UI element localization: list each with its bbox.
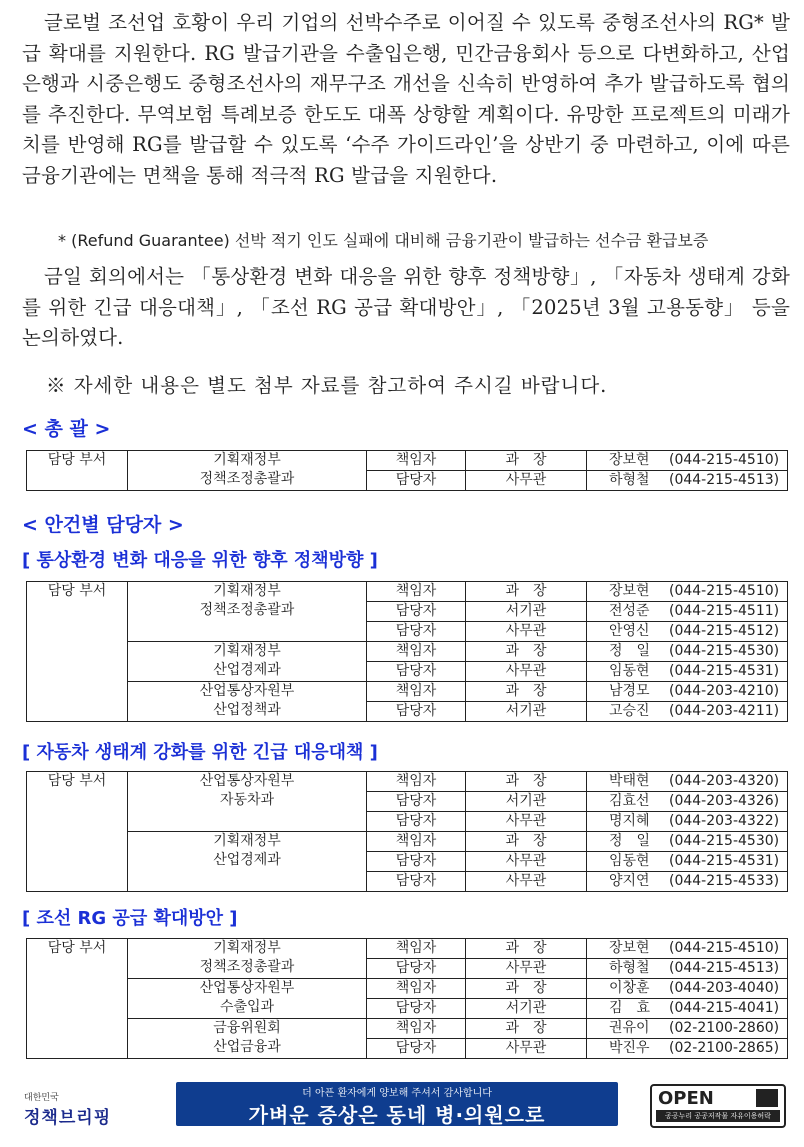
role-cell: 담당자 — [367, 602, 466, 622]
contact-name: 하형철 — [609, 960, 650, 976]
name-phone-cell — [587, 812, 788, 832]
name-phone-cell — [587, 702, 788, 722]
role-cell: 담당자 — [367, 852, 466, 872]
contact-table — [26, 581, 788, 722]
kogl-open-license-badge[interactable] — [650, 1084, 786, 1128]
name-phone-cell — [587, 792, 788, 812]
role-cell: 책임자 — [367, 451, 466, 471]
open-label: OPEN — [658, 1088, 714, 1109]
division-name: 자동차과 — [219, 792, 275, 808]
intro-paragraph-2: 금일 회의에서는 「통상환경 변화 대응을 위한 향후 정책방향」, 「자동차 생태계 강화를 위한 긴급 대응대책」, 「조선 RG 공급 확대방안」, 「2025년 3월 고용동향」 등을 논의하였다. — [22, 265, 790, 349]
contact-name: 김효선 — [609, 793, 650, 809]
org-cell — [128, 939, 367, 979]
rank-cell: 과 장 — [466, 451, 587, 471]
org-cell — [128, 1019, 367, 1059]
role-cell: 담당자 — [367, 1039, 466, 1059]
contact-row — [27, 979, 788, 999]
division-name: 산업경제과 — [213, 662, 281, 678]
org-cell — [128, 642, 367, 682]
role-cell: 담당자 — [367, 999, 466, 1019]
contact-name: 양지연 — [609, 873, 650, 889]
contact-phone: (044-215-4510) — [669, 452, 780, 468]
contact-phone: (044-215-4512) — [669, 623, 780, 639]
contact-name: 권유이 — [609, 1020, 650, 1036]
division-name: 정책조정총괄과 — [199, 471, 295, 487]
rank-cell: 과 장 — [466, 1019, 587, 1039]
contact-name: 박진우 — [609, 1040, 650, 1056]
rank-cell: 사무관 — [466, 662, 587, 682]
contact-name: 장보현 — [609, 583, 650, 599]
contact-phone: (02-2100-2860) — [669, 1020, 780, 1036]
contact-phone: (044-215-4510) — [669, 940, 780, 956]
contact-phone: (044-215-4530) — [669, 833, 780, 849]
contact-table — [26, 938, 788, 1059]
rank-cell: 사무관 — [466, 852, 587, 872]
role-cell: 담당자 — [367, 471, 466, 491]
role-cell: 담당자 — [367, 872, 466, 892]
contact-name: 정 일 — [609, 643, 651, 659]
rank-cell: 서기관 — [466, 792, 587, 812]
contact-name: 임동현 — [609, 663, 650, 679]
division-name: 산업정책과 — [213, 702, 281, 718]
ministry-name: 산업통상자원부 — [199, 773, 295, 789]
org-cell — [128, 832, 367, 892]
name-phone-cell — [587, 939, 788, 959]
contact-phone: (044-215-4531) — [669, 663, 780, 679]
name-phone-cell — [587, 959, 788, 979]
ministry-name: 기획재정부 — [213, 833, 281, 849]
name-phone-cell — [587, 772, 788, 792]
division-name: 수출입과 — [219, 999, 275, 1015]
role-cell: 책임자 — [367, 682, 466, 702]
org-cell — [128, 682, 367, 722]
contact-name: 남경모 — [609, 683, 650, 699]
dept-label: 담당 부서 — [27, 939, 128, 1059]
name-phone-cell — [587, 471, 788, 491]
contact-row — [27, 939, 788, 959]
contact-name: 이창훈 — [609, 980, 650, 996]
name-phone-cell — [587, 662, 788, 682]
rank-cell: 사무관 — [466, 1039, 587, 1059]
contact-row — [27, 832, 788, 852]
name-phone-cell — [587, 1039, 788, 1059]
rank-cell: 사무관 — [466, 812, 587, 832]
division-name: 정책조정총괄과 — [199, 959, 295, 975]
footer — [0, 1072, 804, 1132]
rank-cell: 과 장 — [466, 682, 587, 702]
logo-main-text: 정책브리핑 — [24, 1108, 112, 1128]
contact-name: 김 효 — [609, 1000, 651, 1016]
rank-cell: 사무관 — [466, 959, 587, 979]
name-phone-cell — [587, 682, 788, 702]
role-cell: 책임자 — [367, 832, 466, 852]
banner-main-text: 가벼운 증상은 동네 병·의원으로 — [248, 1103, 546, 1127]
division-name: 산업금융과 — [213, 1039, 281, 1055]
dept-label: 담당 부서 — [27, 582, 128, 722]
ministry-name: 산업통상자원부 — [199, 683, 295, 699]
ministry-name: 기획재정부 — [213, 583, 281, 599]
dept-label: 담당 부서 — [27, 451, 128, 491]
contact-phone: (044-203-4211) — [669, 703, 780, 719]
section-general-heading: < 총 괄 > — [22, 418, 111, 440]
rank-cell: 과 장 — [466, 832, 587, 852]
contact-phone: (044-215-4531) — [669, 853, 780, 869]
contact-phone: (02-2100-2865) — [669, 1040, 780, 1056]
contact-phone: (044-203-4322) — [669, 813, 780, 829]
name-phone-cell — [587, 622, 788, 642]
name-phone-cell — [587, 999, 788, 1019]
license-type-icon — [756, 1089, 778, 1107]
division-name: 산업경제과 — [213, 852, 281, 868]
contact-name: 명지혜 — [609, 813, 650, 829]
contact-name: 장보현 — [609, 452, 650, 468]
role-cell: 담당자 — [367, 959, 466, 979]
ministry-name: 기획재정부 — [213, 452, 281, 468]
open-sub-label: 공공누리 공공저작물 자유이용허락 — [656, 1110, 780, 1122]
ministry-name: 기획재정부 — [213, 643, 281, 659]
name-phone-cell — [587, 832, 788, 852]
contact-phone: (044-215-4041) — [669, 1000, 780, 1016]
rank-cell: 과 장 — [466, 772, 587, 792]
logo-small-text: 대한민국 — [24, 1093, 59, 1103]
rank-cell: 서기관 — [466, 602, 587, 622]
contact-phone: (044-215-4530) — [669, 643, 780, 659]
rank-cell: 사무관 — [466, 622, 587, 642]
contact-phone: (044-215-4513) — [669, 472, 780, 488]
rank-cell: 서기관 — [466, 999, 587, 1019]
contact-phone: (044-215-4533) — [669, 873, 780, 889]
contact-phone: (044-215-4510) — [669, 583, 780, 599]
contact-name: 전성준 — [609, 603, 650, 619]
org-cell — [128, 582, 367, 642]
rank-cell: 서기관 — [466, 702, 587, 722]
rank-cell: 사무관 — [466, 471, 587, 491]
contact-phone: (044-215-4513) — [669, 960, 780, 976]
contact-phone: (044-203-4320) — [669, 773, 780, 789]
rank-cell: 과 장 — [466, 939, 587, 959]
contact-row — [27, 1019, 788, 1039]
rank-cell: 사무관 — [466, 872, 587, 892]
role-cell: 담당자 — [367, 702, 466, 722]
contact-name: 장보현 — [609, 940, 650, 956]
contact-name: 하형철 — [609, 472, 650, 488]
role-cell: 담당자 — [367, 662, 466, 682]
role-cell: 책임자 — [367, 1019, 466, 1039]
role-cell: 책임자 — [367, 979, 466, 999]
role-cell: 책임자 — [367, 939, 466, 959]
agenda-title: [ 자동차 생태계 강화를 위한 긴급 대응대책 ] — [22, 742, 378, 763]
ministry-name: 금융위원회 — [213, 1020, 281, 1036]
contact-table — [26, 771, 788, 892]
intro-paragraph-1: 글로벌 조선업 호황이 우리 기업의 선박수주로 이어질 수 있도록 중형조선사의 RG* 발급 확대를 지원한다. RG 발급기관을 수출입은행, 민간금융회사 등으로 다변화하고, 산업은행과 시중은행도 중형조선사의 재무구조 개선을 신속히 반영하여 추가 발급하도록 협의를 추진한다. 무역보험 특례보증 한도도 대폭 상향할 계획이다. 유망한 프로젝트의 미래가치를 반영해 RG를 발급할 수 있도록 ‘수주 가이드라인’을 상반기 중 마련하고, 이에 따른 금융기관에는 면책을 통해 적극적 RG 발급을 지원한다. — [22, 11, 790, 187]
banner-top-text: 더 아픈 환자에게 양보해 주셔서 감사합니다 — [302, 1088, 492, 1099]
agenda-title: [ 통상환경 변화 대응을 위한 향후 정책방향 ] — [22, 550, 378, 571]
contact-table — [26, 450, 788, 491]
name-phone-cell — [587, 451, 788, 471]
role-cell: 담당자 — [367, 812, 466, 832]
ministry-name: 산업통상자원부 — [199, 980, 295, 996]
contact-name: 임동현 — [609, 853, 650, 869]
contact-name: 고승진 — [609, 703, 650, 719]
contact-phone: (044-203-4210) — [669, 683, 780, 699]
contact-phone: (044-215-4511) — [669, 603, 780, 619]
role-cell: 책임자 — [367, 642, 466, 662]
name-phone-cell — [587, 872, 788, 892]
division-name: 정책조정총괄과 — [199, 602, 295, 618]
contact-name: 정 일 — [609, 833, 651, 849]
korea-policy-briefing-logo[interactable] — [24, 1090, 134, 1130]
contact-row — [27, 582, 788, 602]
agenda-title: [ 조선 RG 공급 확대방안 ] — [22, 908, 238, 929]
dept-label: 담당 부서 — [27, 772, 128, 892]
role-cell: 담당자 — [367, 792, 466, 812]
contact-name: 안영신 — [609, 623, 650, 639]
org-cell — [128, 451, 367, 491]
rank-cell: 과 장 — [466, 582, 587, 602]
campaign-banner[interactable] — [176, 1082, 618, 1126]
role-cell: 책임자 — [367, 772, 466, 792]
name-phone-cell — [587, 1019, 788, 1039]
name-phone-cell — [587, 602, 788, 622]
contact-name: 박태현 — [609, 773, 650, 789]
ministry-name: 기획재정부 — [213, 940, 281, 956]
contact-row — [27, 451, 788, 471]
name-phone-cell — [587, 979, 788, 999]
contact-row — [27, 772, 788, 792]
contact-phone: (044-203-4326) — [669, 793, 780, 809]
role-cell: 담당자 — [367, 622, 466, 642]
rg-footnote: * (Refund Guarantee) 선박 적기 인도 실패에 대비해 금융기관이 발급하는 선수금 환급보증 — [58, 231, 709, 250]
role-cell: 책임자 — [367, 582, 466, 602]
contact-phone: (044-203-4040) — [669, 980, 780, 996]
rank-cell: 과 장 — [466, 642, 587, 662]
org-cell — [128, 772, 367, 832]
org-cell — [128, 979, 367, 1019]
attachment-note: ※ 자세한 내용은 별도 첨부 자료를 참고하여 주시길 바랍니다. — [46, 374, 608, 397]
name-phone-cell — [587, 852, 788, 872]
section-agenda-heading: < 안건별 담당자 > — [22, 514, 184, 536]
name-phone-cell — [587, 582, 788, 602]
rank-cell: 과 장 — [466, 979, 587, 999]
name-phone-cell — [587, 642, 788, 662]
contact-row — [27, 642, 788, 662]
contact-row — [27, 682, 788, 702]
